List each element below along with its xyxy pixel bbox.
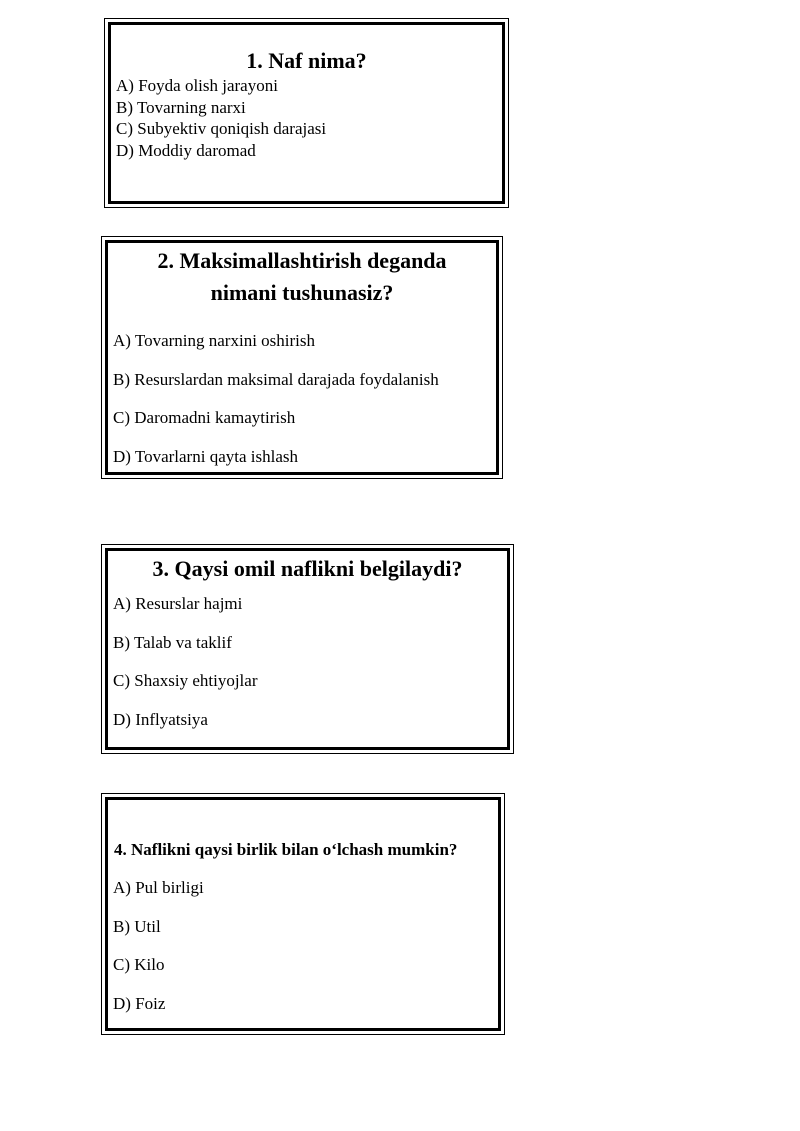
answer-options [108, 862, 498, 1023]
answer-option-c: C) Kilo [113, 955, 165, 974]
answer-option-c: C) Shaxsiy ehtiyojlar [113, 671, 258, 690]
question-card-3 [101, 544, 514, 754]
question-title-line-2: nimani tushunasiz? [210, 280, 394, 305]
answer-option-d: D) Moddiy daromad [116, 140, 256, 160]
answer-options [108, 584, 507, 739]
answer-option-d: D) Inflyatsiya [113, 709, 208, 729]
answer-option-d: D) Foiz [113, 993, 166, 1013]
question-card-4 [101, 793, 505, 1035]
answer-option-b: B) Talab va taklif [113, 632, 232, 652]
question-card-2 [101, 236, 503, 479]
question-card-frame [105, 548, 510, 750]
question-title [108, 243, 496, 309]
answer-option-c: C) Daromadni kamaytirish [113, 408, 296, 427]
answer-option-a: A) Tovarning narxini oshirish [113, 331, 315, 350]
answer-option-d: D) Tovarlarni qayta ishlash [113, 446, 298, 466]
question-title: 4. Naflikni qaysi birlik bilan o‘lchash mumkin? [114, 840, 458, 859]
answer-options [111, 75, 502, 161]
answer-option-c: C) Subyektiv qoniqish darajasi [116, 119, 327, 138]
question-title-line-1: 2. Maksimallashtirish deganda [157, 248, 447, 273]
question-title: 1. Naf nima? [246, 48, 367, 73]
question-card-frame [108, 22, 505, 204]
answer-option-a: A) Foyda olish jarayoni [116, 76, 278, 95]
answer-option-b: B) Resurslardan maksimal darajada foydalanish [113, 369, 439, 389]
question-card-frame [105, 797, 501, 1031]
answer-option-a: A) Resurslar hajmi [113, 594, 243, 613]
answer-options [108, 309, 496, 476]
question-card-1 [104, 18, 509, 208]
answer-option-a: A) Pul birligi [113, 878, 204, 897]
answer-option-b: B) Util [113, 916, 161, 936]
question-title: 3. Qaysi omil naflikni belgilaydi? [152, 556, 463, 581]
answer-option-b: B) Tovarning narxi [116, 97, 246, 117]
question-card-frame [105, 240, 499, 475]
